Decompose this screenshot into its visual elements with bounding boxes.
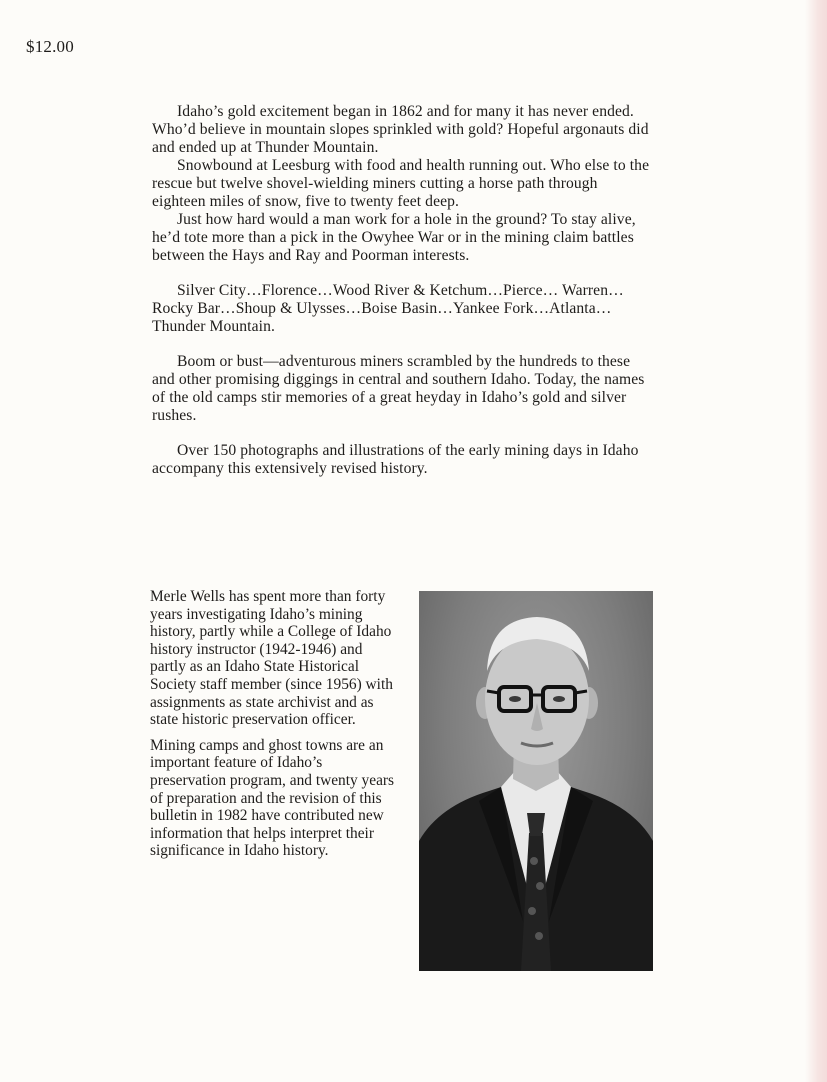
description-paragraph: Over 150 photographs and illustrations of the early mining days in Idaho accompany this extensively revised history. [152, 442, 639, 477]
bio-paragraph: Mining camps and ghost towns are an important feature of Idaho’s preservation program, and twenty years of preparation and the revision of this bulletin in 1982 have contributed new information that helps interpret their significance in Idaho history. [150, 736, 395, 860]
description-paragraph: Snowbound at Leesburg with food and health running out. Who else to the rescue but twelve shovel-wielding miners cutting a horse path through eighteen miles of snow, five to twenty feet deep. [152, 157, 650, 210]
description-paragraph: Just how hard would a man work for a hole in the ground? To stay alive, he’d tote more than a pick in the Owyhee War or in the mining claim battles between the Hays and Ray and Poorman interests. [152, 211, 636, 264]
description-paragraph: Idaho’s gold excitement began in 1862 and for many it has never ended. Who’d believe in mountain slopes sprinkled with gold? Hopeful argonauts did and ended up at Thunder Mountain. [152, 103, 649, 156]
price-label: $12.00 [26, 37, 74, 56]
description-paragraph: Boom or bust—adventurous miners scrambled by the hundreds to these and other promising diggings in central and southern Idaho. Today, the names of the old camps stir memories of a great heyday in Idaho’s gold and silver rushes. [152, 353, 645, 424]
portrait-illustration [419, 591, 653, 971]
page-edge-tint [805, 0, 827, 1082]
author-portrait-photo [419, 591, 653, 971]
camp-list-paragraph: Silver City…Florence…Wood River & Ketchum…Pierce… Warren…Rocky Bar…Shoup & Ulysses…Boise Basin…Yankee Fork…Atlanta…Thunder Mountain. [152, 282, 624, 335]
bio-paragraph: Merle Wells has spent more than forty years investigating Idaho’s mining history, partly while a College of Idaho history instructor (1942-1946) and partly as an Idaho State Historical Society staff member (since 1956) with assignments as state archivist and as state historic preservation officer. [150, 588, 393, 729]
author-bio [150, 588, 400, 860]
book-description [152, 103, 652, 478]
